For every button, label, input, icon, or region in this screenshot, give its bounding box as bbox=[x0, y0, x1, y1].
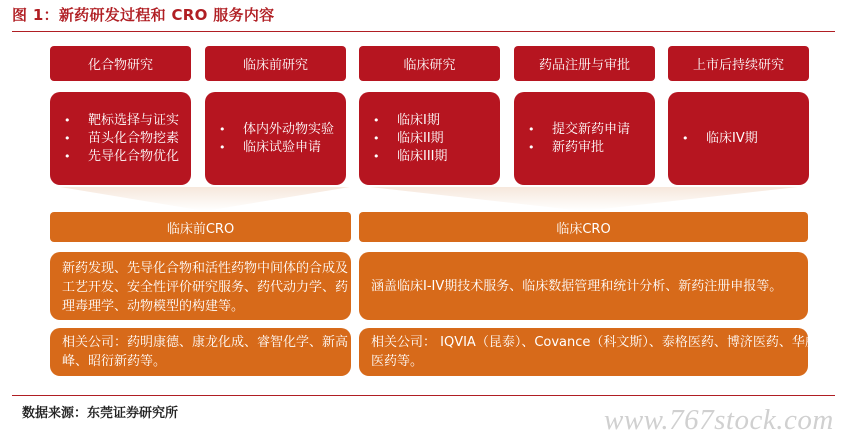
stage-item: • 临床III期 bbox=[369, 148, 448, 166]
companies-line: 相关公司： IQVIA（昆泰）、Covance（科文斯）、泰格医药、博济医药、华威 bbox=[371, 335, 818, 350]
description-line: 新药发现、先导化合物和活性药物中间体的合成及 bbox=[62, 261, 349, 276]
description-line: 理毒理学、动物模型的构建等。 bbox=[62, 299, 245, 314]
stage-item: • 体内外动物实验 bbox=[215, 121, 334, 139]
figure-title: 图 1：新药研发过程和 CRO 服务内容 bbox=[12, 6, 275, 24]
clinical-cro-header: 临床CRO bbox=[359, 212, 808, 242]
stage-header-registration-approval: 药品注册与审批 bbox=[514, 46, 655, 81]
stage-item: • 新药审批 bbox=[524, 139, 630, 157]
stage-box-compound-research bbox=[50, 92, 191, 185]
clinical-pointer-wedge bbox=[370, 187, 798, 211]
stage-item: • 提交新药申请 bbox=[524, 121, 630, 139]
stage-header-preclinical-research: 临床前研究 bbox=[205, 46, 346, 81]
description-line: 工艺开发、安全性评价研究服务、药代动力学、药 bbox=[62, 280, 349, 295]
companies-line: 峰、昭衍新药等。 bbox=[62, 354, 167, 369]
title-rule bbox=[12, 31, 835, 32]
stage-item: • 靶标选择与证实 bbox=[60, 112, 179, 130]
stage-box-registration-approval bbox=[514, 92, 655, 185]
source-rule bbox=[12, 395, 835, 396]
stage-item: • 先导化合物优化 bbox=[60, 148, 179, 166]
stage-header-post-market-research: 上市后持续研究 bbox=[668, 46, 809, 81]
companies-line: 医药等。 bbox=[371, 354, 424, 369]
companies-line: 相关公司：药明康德、康龙化成、睿智化学、新高 bbox=[62, 335, 349, 350]
data-source: 数据来源：东莞证券研究所 bbox=[22, 406, 179, 421]
preclinical-pointer-wedge bbox=[60, 187, 350, 211]
preclinical-cro-header: 临床前CRO bbox=[50, 212, 351, 242]
stage-item: • 临床IV期 bbox=[678, 130, 758, 148]
stage-header-clinical-research: 临床研究 bbox=[359, 46, 500, 81]
stage-item: • 临床II期 bbox=[369, 130, 448, 148]
preclinical-related-companies bbox=[50, 328, 351, 376]
stage-item: • 苗头化合物挖素 bbox=[60, 130, 179, 148]
clinical-cro-description bbox=[359, 252, 808, 320]
description-line: 涵盖临床I-IV期技术服务、临床数据管理和统计分析、新药注册申报等。 bbox=[371, 278, 783, 294]
stage-box-clinical-research bbox=[359, 92, 500, 185]
watermark: www.767stock.com bbox=[604, 404, 834, 436]
stage-header-compound-research: 化合物研究 bbox=[50, 46, 191, 81]
stage-box-post-market-research bbox=[668, 92, 809, 185]
preclinical-cro-description bbox=[50, 252, 351, 320]
stage-box-preclinical-research bbox=[205, 92, 346, 185]
stage-item: • 临床试验申请 bbox=[215, 139, 334, 157]
stage-item: • 临床I期 bbox=[369, 112, 448, 130]
clinical-related-companies bbox=[359, 328, 818, 376]
